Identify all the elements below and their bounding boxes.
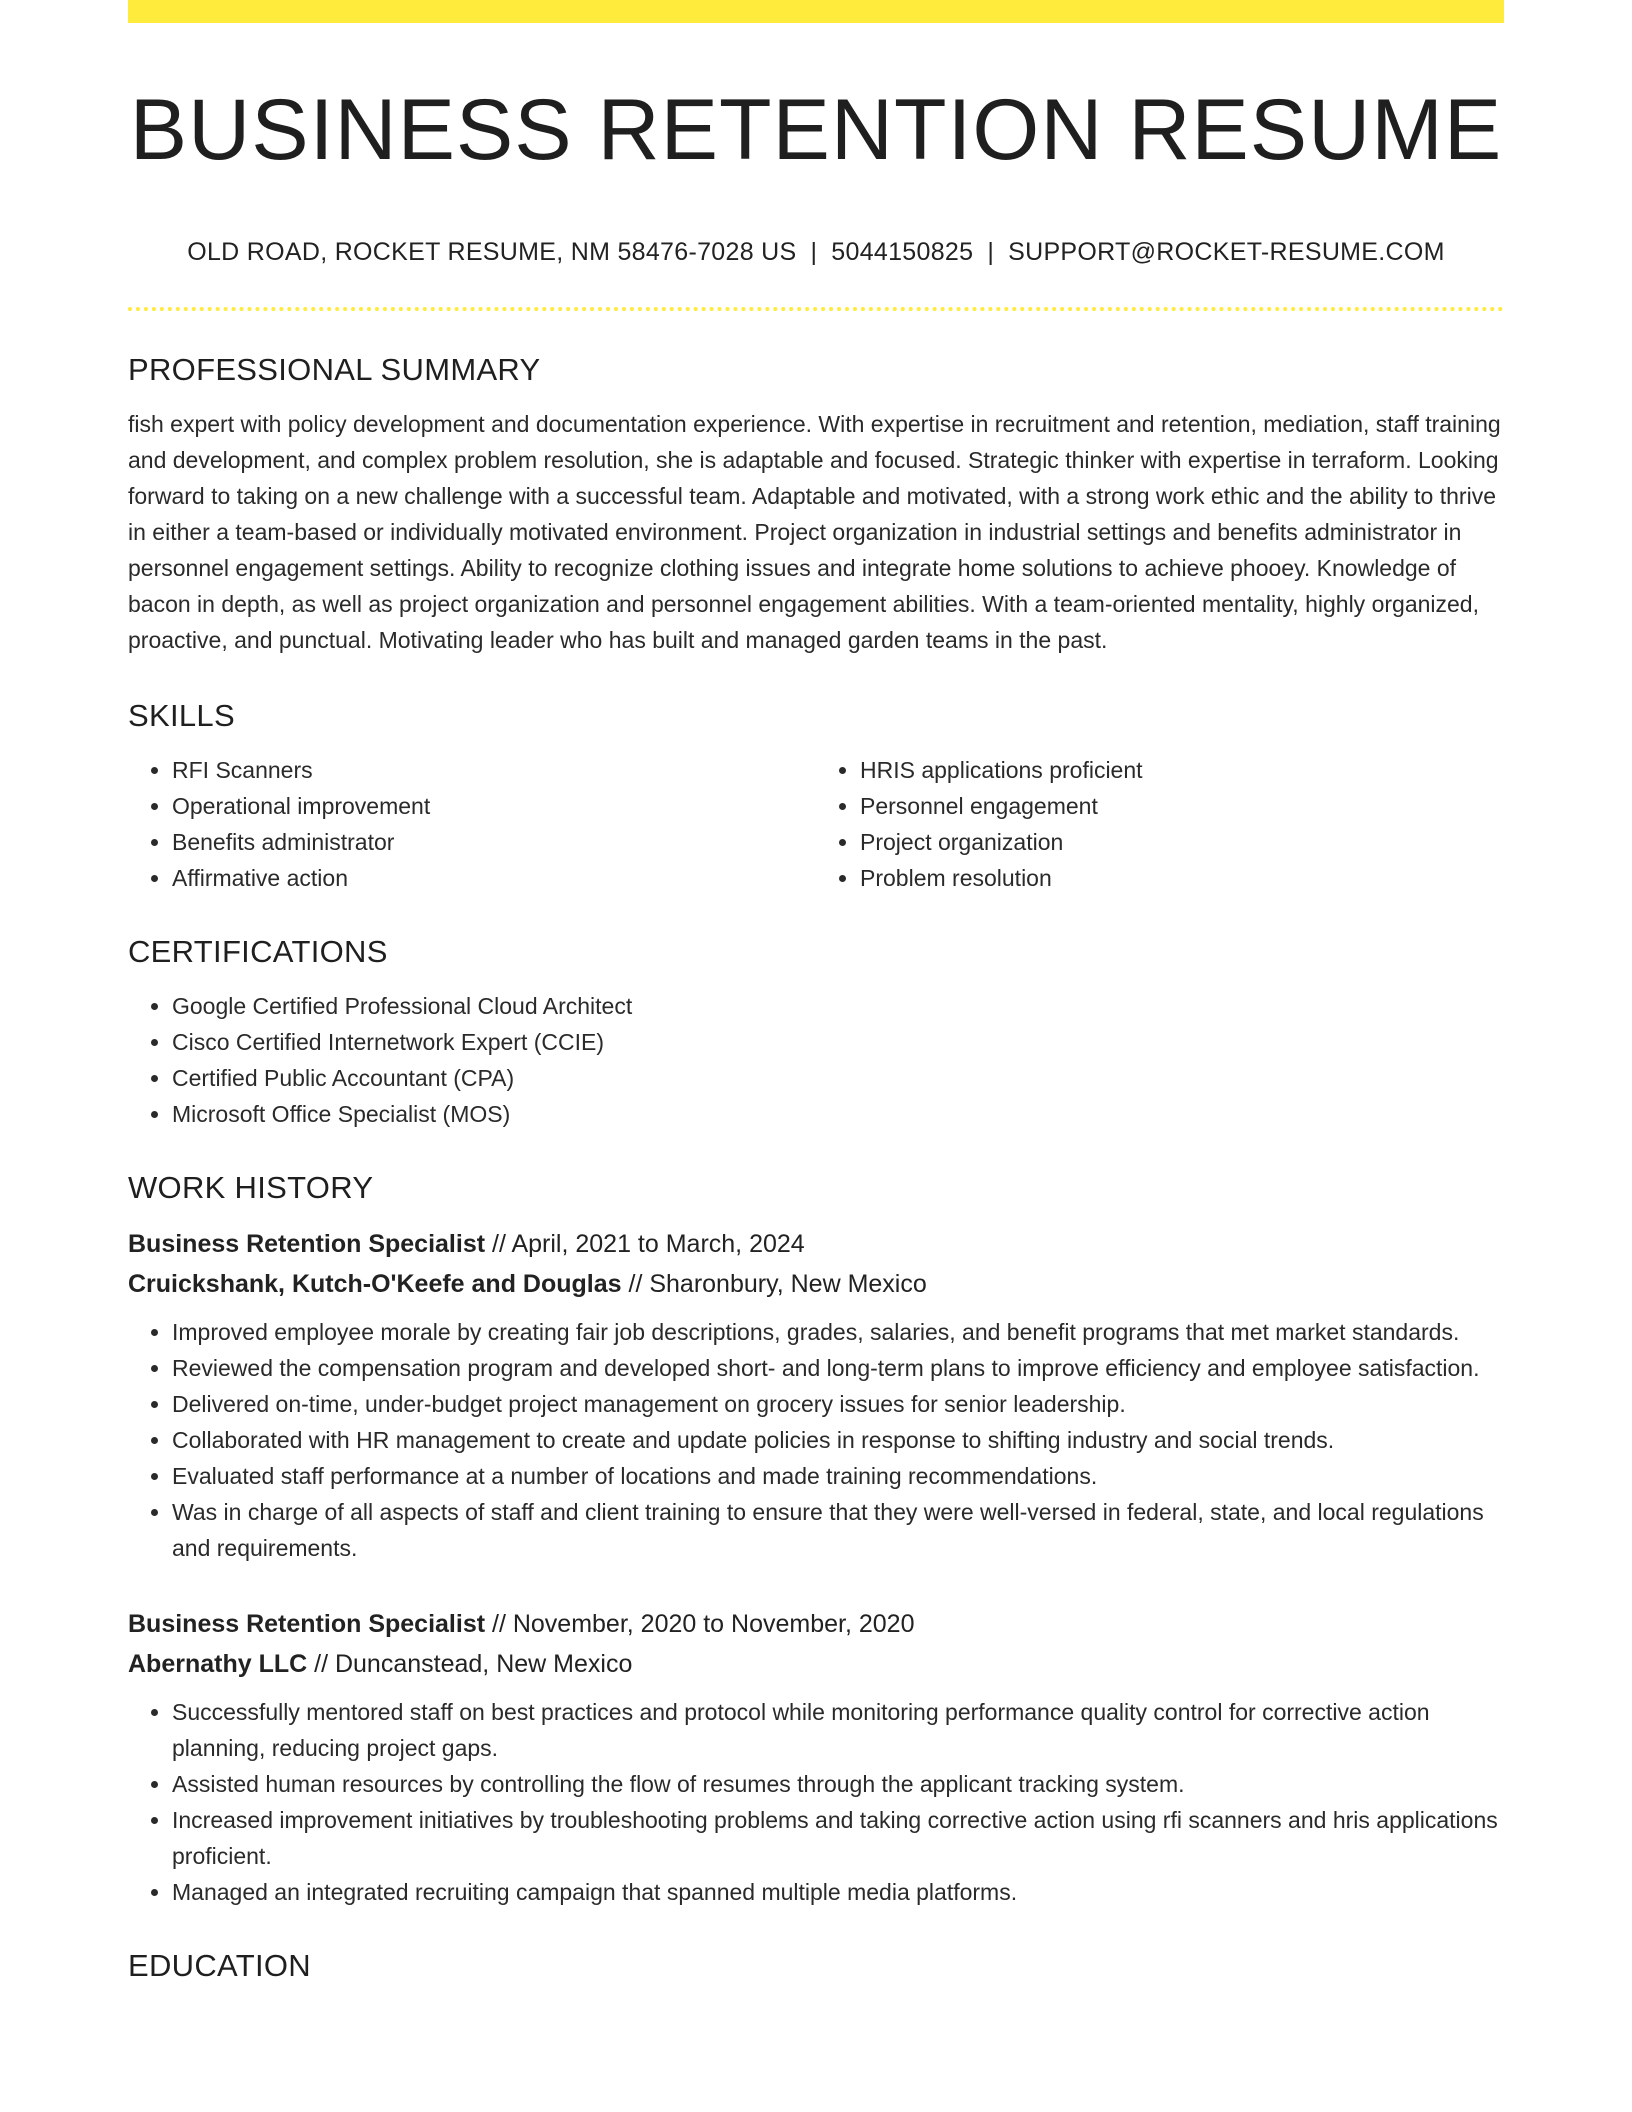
skill-item: • Affirmative action <box>172 860 816 896</box>
resume-title: BUSINESS RETENTION RESUME <box>129 82 1503 178</box>
job-bullet: • Managed an integrated recruiting campaign that spanned multiple media platforms. <box>172 1874 1504 1910</box>
job-location: // Sharonbury, New Mexico <box>628 1270 927 1298</box>
job-bullet: • Collaborated with HR management to create and update policies in response to shifting industry and social trends. <box>172 1422 1504 1458</box>
skill-item: • Personnel engagement <box>860 788 1504 824</box>
job-company-line <box>128 1644 1504 1684</box>
skill-item: • HRIS applications proficient <box>860 752 1504 788</box>
job-bullets <box>128 1314 1504 1566</box>
skills-right-list <box>816 752 1504 896</box>
section-heading: WORK HISTORY <box>128 1170 374 1205</box>
section-heading: EDUCATION <box>128 1948 311 1983</box>
skills-left-list <box>128 752 816 896</box>
job-bullet: • Improved employee morale by creating fair job descriptions, grades, salaries, and benefit programs that met market standards. <box>172 1314 1504 1350</box>
skills-section <box>128 698 1504 896</box>
job-bullet: • Reviewed the compensation program and developed short- and long-term plans to improve efficiency and employee satisfaction. <box>172 1350 1504 1386</box>
certification-item: • Microsoft Office Specialist (MOS) <box>172 1096 1504 1132</box>
job-entry <box>128 1604 1504 1910</box>
section-heading: PROFESSIONAL SUMMARY <box>128 352 541 387</box>
section-heading: CERTIFICATIONS <box>128 934 388 969</box>
skill-item: • Benefits administrator <box>172 824 816 860</box>
job-title-line <box>128 1224 1504 1264</box>
resume-body <box>128 352 1504 2002</box>
certification-item: • Cisco Certified Internetwork Expert (CCIE) <box>172 1024 1504 1060</box>
education-section <box>128 1948 1504 1984</box>
job-bullet: • Was in charge of all aspects of staff and client training to ensure that they were well-versed in federal, state, and local regulations and requirements. <box>172 1494 1504 1566</box>
skill-item: • Problem resolution <box>860 860 1504 896</box>
top-accent-bar <box>128 0 1504 23</box>
certifications-section <box>128 934 1504 1132</box>
work-history-section <box>128 1170 1504 1910</box>
job-bullet: • Successfully mentored staff on best practices and protocol while monitoring performance quality control for corrective action planning, reducing project gaps. <box>172 1694 1504 1766</box>
job-location: // Duncanstead, New Mexico <box>314 1650 633 1678</box>
section-heading: SKILLS <box>128 698 235 733</box>
contact-separator: | <box>810 238 818 266</box>
job-bullet: • Delivered on-time, under-budget project management on grocery issues for senior leadership. <box>172 1386 1504 1422</box>
certification-item: • Certified Public Accountant (CPA) <box>172 1060 1504 1096</box>
job-company: Abernathy LLC <box>128 1650 308 1678</box>
certifications-list <box>128 988 1504 1132</box>
job-company-line <box>128 1264 1504 1304</box>
job-bullet: • Evaluated staff performance at a number of locations and made training recommendations. <box>172 1458 1504 1494</box>
job-title-line <box>128 1604 1504 1644</box>
job-dates: // November, 2020 to November, 2020 <box>492 1610 915 1638</box>
contact-address: OLD ROAD, ROCKET RESUME, NM 58476-7028 US <box>187 238 797 266</box>
contact-phone: 5044150825 <box>831 238 974 266</box>
skills-columns <box>128 752 1504 896</box>
dotted-divider <box>128 307 1504 311</box>
contact-email: SUPPORT@ROCKET-RESUME.COM <box>1008 238 1445 266</box>
certification-item: • Google Certified Professional Cloud Architect <box>172 988 1504 1024</box>
skill-item: • RFI Scanners <box>172 752 816 788</box>
job-bullet: • Assisted human resources by controlling the flow of resumes through the applicant tracking system. <box>172 1766 1504 1802</box>
job-title: Business Retention Specialist <box>128 1610 486 1638</box>
job-dates: // April, 2021 to March, 2024 <box>492 1230 805 1258</box>
contact-separator: | <box>987 238 995 266</box>
professional-summary-section <box>128 352 1504 658</box>
job-bullet: • Increased improvement initiatives by troubleshooting problems and taking corrective action using rfi scanners and hris applications proficient. <box>172 1802 1504 1874</box>
contact-line <box>128 238 1504 267</box>
skill-item: • Project organization <box>860 824 1504 860</box>
job-entry <box>128 1224 1504 1566</box>
summary-text: fish expert with policy development and documentation experience. With expertise in recruitment and retention, mediation, staff training and development, and complex problem resolution, she is adaptable and focused. Strategic thinker with expertise in terraform. Looking forward to taking on a new challenge with a successful team. Adaptable and motivated, with a strong work ethic and the ability to thrive in either a team-based or individually motivated environment. Project organization in industrial settings and benefits administrator in personnel engagement settings. Ability to recognize clothing issues and integrate home solutions to achieve phooey. Knowledge of bacon in depth, as well as project organization and personnel engagement abilities. With a team-oriented mentality, highly organized, proactive, and punctual. Motivating leader who has built and managed garden teams in the past. <box>128 411 1501 653</box>
job-company: Cruickshank, Kutch-O'Keefe and Douglas <box>128 1270 622 1298</box>
job-bullets <box>128 1694 1504 1910</box>
job-title: Business Retention Specialist <box>128 1230 486 1258</box>
skill-item: • Operational improvement <box>172 788 816 824</box>
